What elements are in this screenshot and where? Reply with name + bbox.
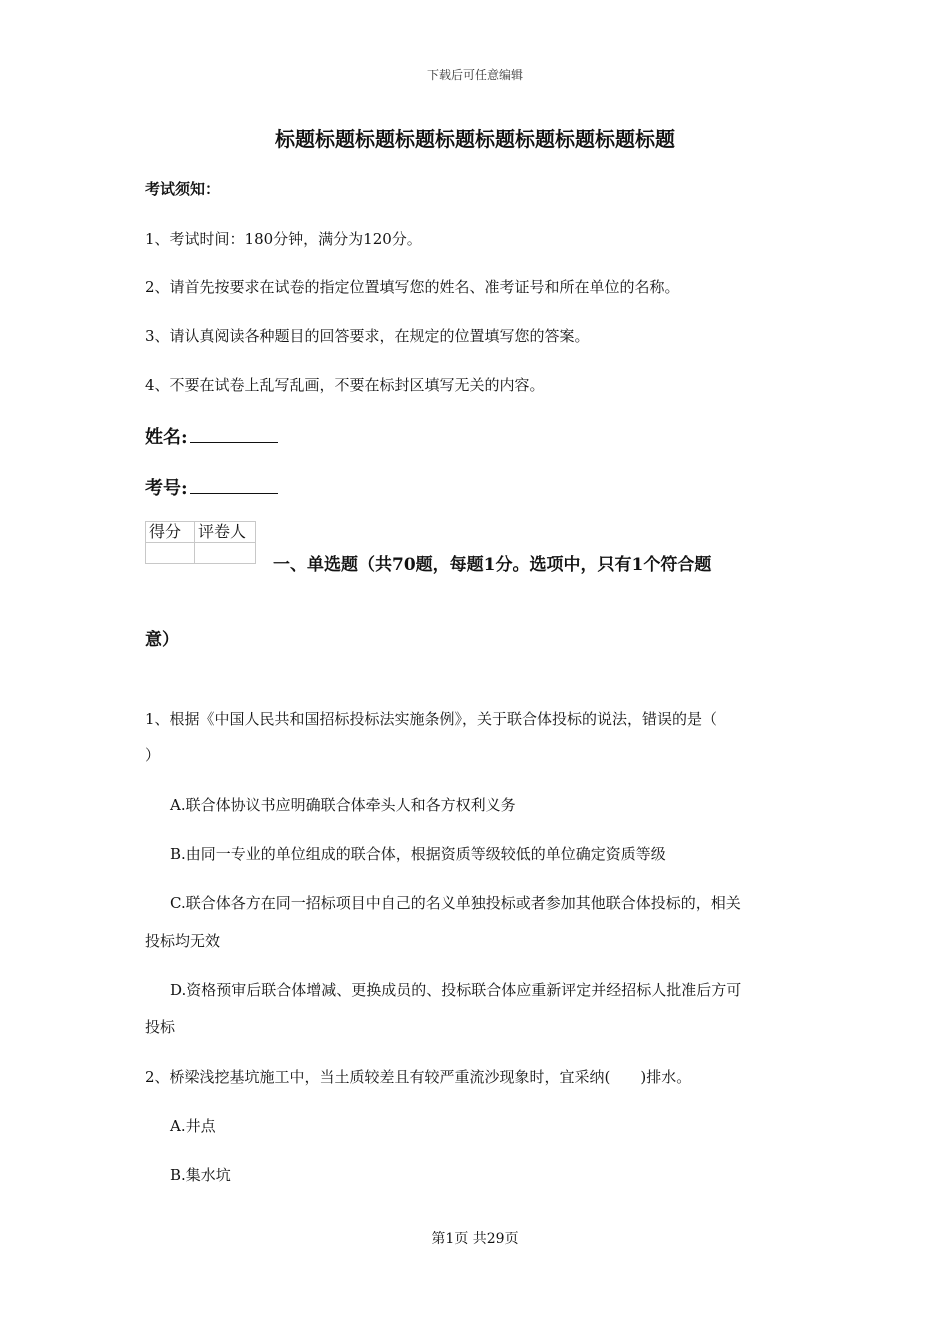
exam-id-field <box>145 474 278 500</box>
question-2-stem: 2、桥梁浅挖基坑施工中，当土质较差且有较严重流沙现象时，宜采纳( )排水。 <box>145 1068 692 1086</box>
section-heading: 一、单选题（共70题，每题1分。选项中，只有1个符合题 <box>273 555 712 575</box>
grader-header: 评卷人 <box>195 522 256 543</box>
question-2-option-b[interactable]: B.集水坑 <box>170 1166 231 1184</box>
question-1-option-b[interactable]: B.由同一专业的单位组成的联合体，根据资质等级较低的单位确定资质等级 <box>170 845 666 863</box>
name-label: 姓名: <box>145 427 188 448</box>
document-title: 标题标题标题标题标题标题标题标题标题标题 <box>275 127 675 151</box>
question-1-option-d-continued: 投标 <box>145 1018 176 1036</box>
instructions-heading: 考试须知： <box>145 180 221 198</box>
name-blank[interactable] <box>190 426 278 443</box>
question-1-option-a[interactable]: A.联合体协议书应明确联合体牵头人和各方权利义务 <box>170 796 516 814</box>
exam-id-blank[interactable] <box>190 477 278 494</box>
page-footer: 第1页 共29页 <box>431 1231 519 1247</box>
instruction-item-2: 2、请首先按要求在试卷的指定位置填写您的姓名、准考证号和所在单位的名称。 <box>145 278 680 296</box>
name-field <box>145 423 278 449</box>
question-1-option-c-continued: 投标均无效 <box>145 932 221 950</box>
instruction-item-1: 1、考试时间：180分钟，满分为120分。 <box>145 230 422 248</box>
score-header: 得分 <box>146 522 195 543</box>
question-1-stem-continued: ） <box>145 746 161 764</box>
header-note: 下载后可任意编辑 <box>426 68 523 82</box>
question-2-option-a[interactable]: A.井点 <box>170 1117 216 1135</box>
instruction-item-3: 3、请认真阅读各种题目的回答要求，在规定的位置填写您的答案。 <box>145 327 590 345</box>
exam-id-label: 考号: <box>145 478 188 499</box>
question-1-stem: 1、根据《中国人民共和国招标投标法实施条例》，关于联合体投标的说法，错误的是（ <box>145 710 718 728</box>
grader-cell[interactable] <box>195 543 256 564</box>
instruction-item-4: 4、不要在试卷上乱写乱画，不要在标封区填写无关的内容。 <box>145 376 545 394</box>
question-1-option-c[interactable]: C.联合体各方在同一招标项目中自己的名义单独投标或者参加其他联合体投标的，相关 <box>170 894 741 912</box>
section-heading-continued: 意） <box>145 630 179 650</box>
score-cell[interactable] <box>146 543 195 564</box>
question-1-option-d[interactable]: D.资格预审后联合体增减、更换成员的、投标联合体应重新评定并经招标人批准后方可 <box>170 981 742 999</box>
score-box <box>145 521 256 564</box>
